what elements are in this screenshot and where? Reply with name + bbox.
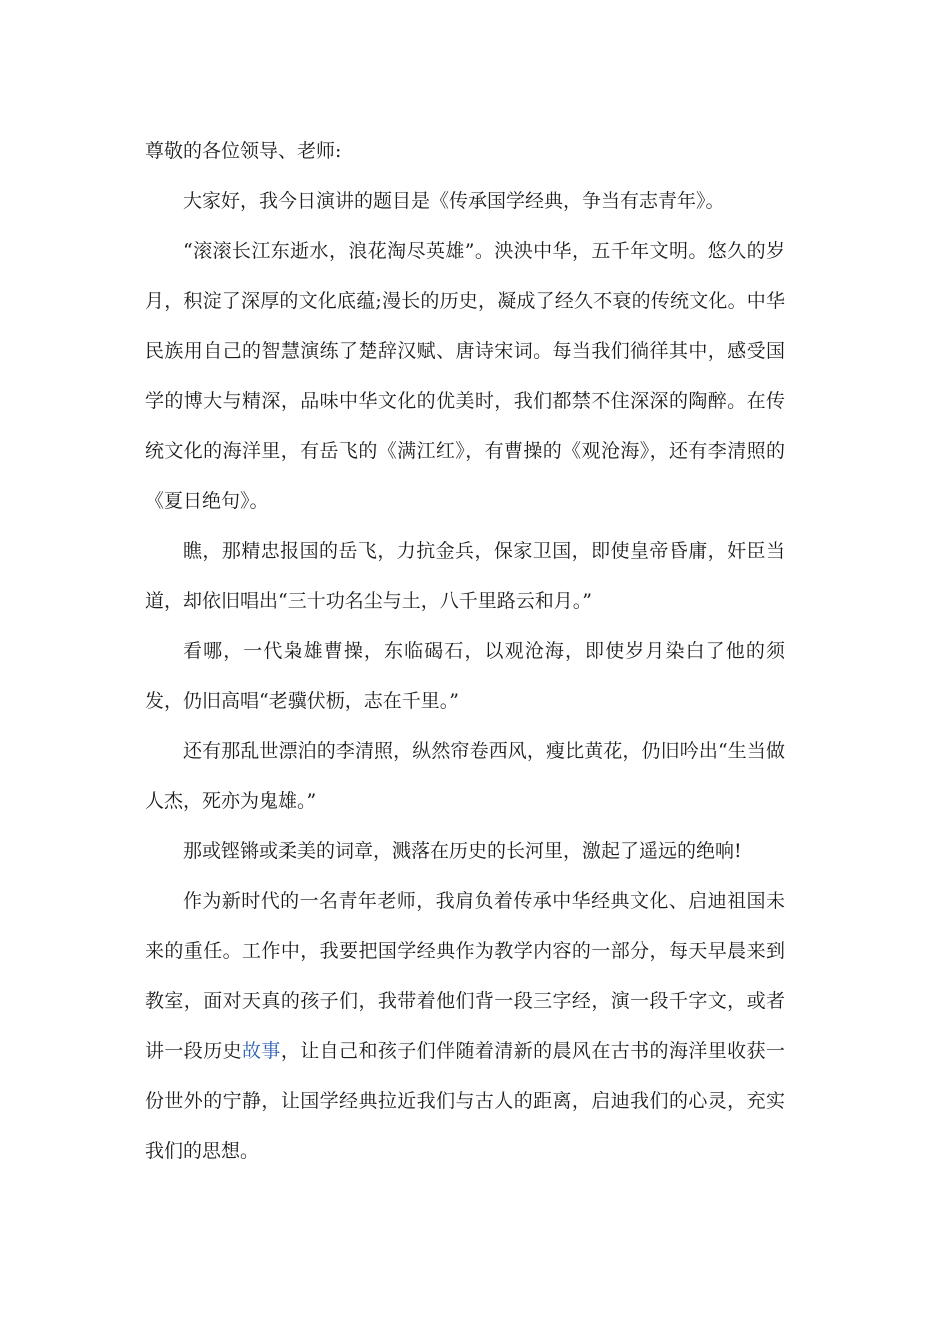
paragraph-culture: “滚滚长江东逝水，浪花淘尽英雄”。泱泱中华，五千年文明。悠久的岁月，积淀了深厚的文化底蕴;漫长的历史，凝成了经久不衰的传统文化。中华民族用自己的智慧演练了楚辞汉赋、唐诗宋词。每当我们徜徉其中，感受国学的博大与精深，品味中华文化的优美时，我们都禁不住深深的陶醉。在传统文化的海洋里，有岳飞的《满江红》，有曹操的《观沧海》，还有李清照的《夏日绝句》。: [145, 240, 785, 512]
paragraph-yue-fei: 瞧，那精忠报国的岳飞，力抗金兵，保家卫国，即使皇帝昏庸，奸臣当道，却依旧唱出“三十功名尘与土，八千里路云和月。”: [145, 540, 785, 612]
paragraph-teacher: [145, 876, 785, 1176]
paragraph-echo: 那或铿锵或柔美的词章，溅落在历史的长河里，激起了遥远的绝响!: [183, 840, 742, 862]
paragraph-teacher-end: ，让自己和孩子们伴随着清新的晨风在古书的海洋里收获一份世外的宁静，让国学经典拉近我们与古人的距离，启迪我们的心灵，充实我们的思想。: [145, 1040, 785, 1162]
story-link[interactable]: 故事: [242, 1040, 281, 1062]
paragraph-teacher-start: 作为新时代的一名青年老师，我肩负着传承中华经典文化、启迪祖国未来的重任。工作中，我要把国学经典作为教学内容的一部分，每天早晨来到教室，面对天真的孩子们，我带着他们背一段三字经，演一段千字文，或者讲一段历史: [145, 890, 785, 1062]
speech-text: [145, 126, 785, 1176]
salutation: 尊敬的各位领导、老师:: [145, 140, 342, 162]
paragraph-li-qingzhao: 还有那乱世漂泊的李清照，纵然帘卷西风，瘦比黄花，仍旧吟出“生当做人杰，死亦为鬼雄。”: [145, 740, 785, 812]
paragraph-greeting: 大家好，我今日演讲的题目是《传承国学经典，争当有志青年》。: [183, 190, 725, 212]
paragraph-cao-cao: 看哪，一代枭雄曹操，东临碣石，以观沧海，即使岁月染白了他的须发，仍旧高唱“老骥伏枥，志在千里。”: [145, 640, 785, 712]
